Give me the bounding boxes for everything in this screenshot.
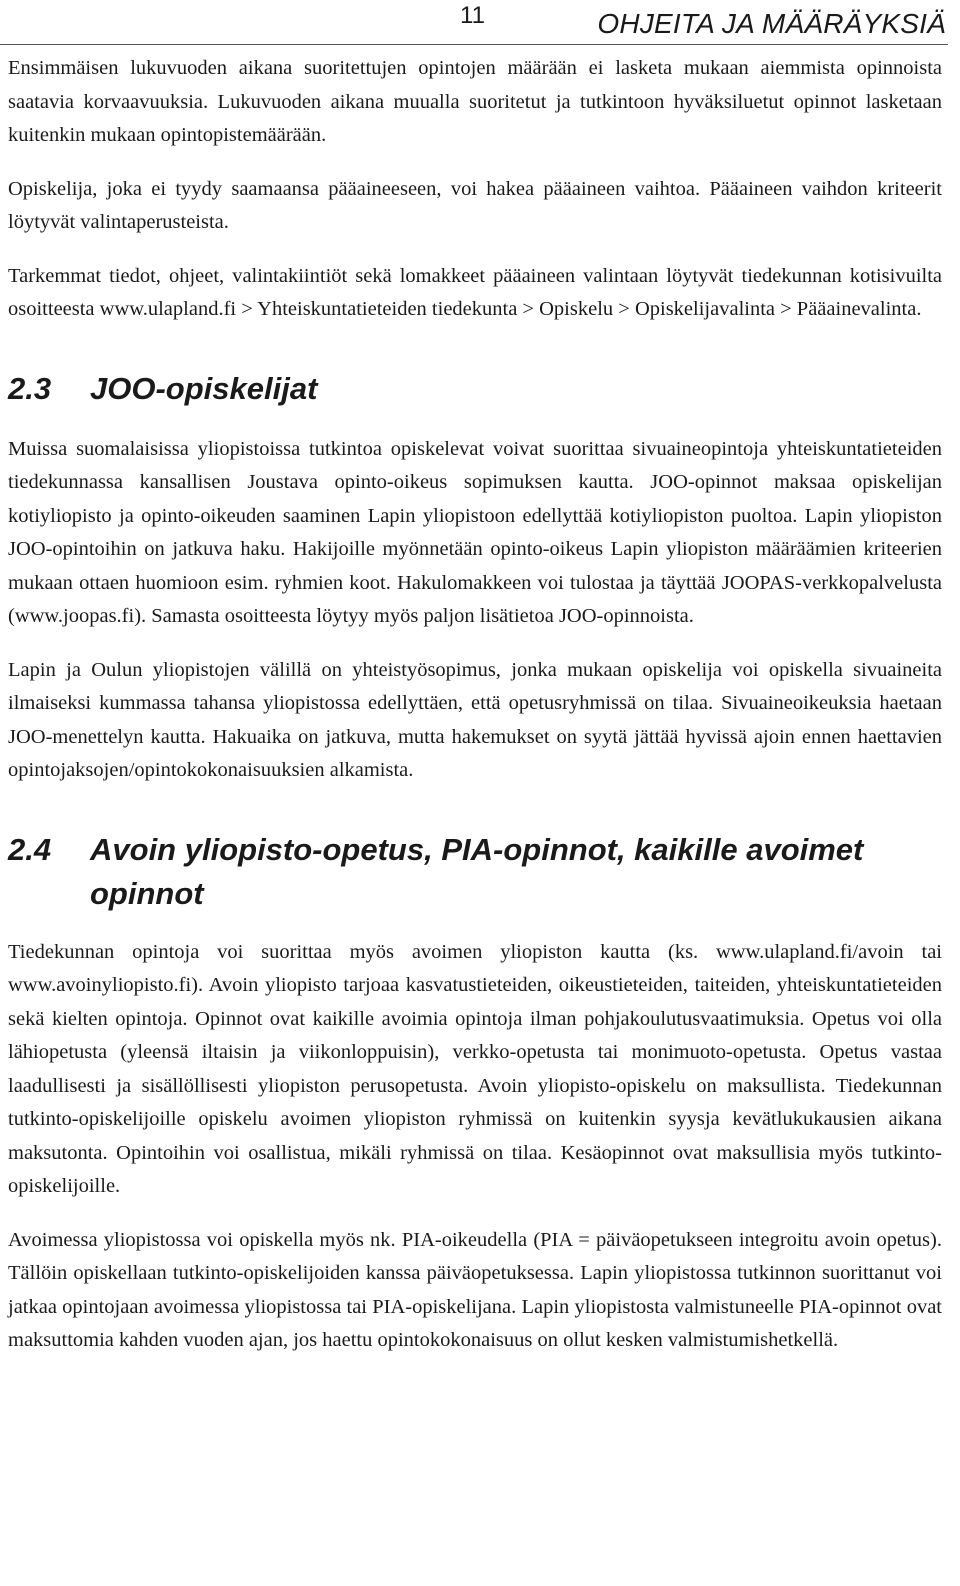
paragraph-lapland-oulu: Lapin ja Oulun yliopistojen välillä on yhteistyösopimus, jonka mukaan opiskelija voi opiskella sivuaineita ilmaiseksi kummassa tahansa yliopistossa edellyttäen, että opetusryhmissä on tilaa. Sivuaineoikeuksia haetaan JOO-menettelyn kautta. Hakuaika on jatkuva, mutta hakemukset on syytä jättää hyvissä ajoin ennen haettavien opintojaksojen/opintokokonaisuuksien alkamista.	[8, 658, 942, 781]
paragraph-more-info: Tarkemmat tiedot, ohjeet, valintakiintiöt sekä lomakkeet pääaineen valintaan löytyvät tiedekunnan kotisivuilta osoitteesta www.ulapland.fi > Yhteiskuntatieteiden tiedekunta > Opiskelu > Opiskelijavalinta > Pääainevalinta.	[8, 264, 942, 320]
paragraph-major-change: Opiskelija, joka ei tyydy saamaansa pääaineeseen, voi hakea pääaineen vaihtoa. Pääaineen vaihdon kriteerit löytyvät valintaperusteista.	[8, 177, 942, 233]
section-title: Avoin yliopisto-opetus, PIA-opinnot, kaikille avoimet opinnot	[90, 831, 864, 911]
paragraph-pia-studies: Avoimessa yliopistossa voi opiskella myös nk. PIA-oikeudella (PIA = päiväopetukseen integroitu avoin opetus). Tällöin opiskellaan tutkinto-opiskelijoiden kanssa päiväopetuksessa. Lapin yliopistossa tutkinnon suorittanut voi jatkaa opintojaan avoimessa yliopistossa tai PIA-opiskelijana. Lapin yliopistosta valmistuneelle PIA-opinnot ovat maksuttomia kahden vuoden ajan, jos haettu opintokokonaisuus on ollut kesken valmistumishetkellä.	[8, 1228, 942, 1351]
section-title: JOO-opiskelijat	[90, 370, 318, 406]
section-number: 2.3	[8, 370, 52, 406]
paragraph-credit-transfer: Ensimmäisen lukuvuoden aikana suoritettujen opintojen määrään ei lasketa mukaan aiemmista opinnoista saatavia korvaavuuksia. Lukuvuoden aikana muualla suoritetut ja tutkintoon hyväksiluetut opinnot lasketaan kuitenkin mukaan opintopistemäärään.	[8, 57, 942, 146]
running-title: OHJEITA JA MÄÄRÄYKSIÄ	[597, 8, 946, 39]
document-body	[8, 52, 942, 1358]
section-heading-2-3	[8, 367, 942, 411]
header-rule	[0, 44, 948, 45]
section-heading-2-4	[8, 828, 942, 916]
page-header	[0, 0, 960, 50]
section-number: 2.4	[8, 831, 52, 867]
paragraph-open-university: Tiedekunnan opintoja voi suorittaa myös avoimen yliopiston kautta (ks. www.ulapland.fi/avoin tai www.avoinyliopisto.fi). Avoin yliopisto tarjoaa kasvatustieteiden, oikeustieteiden, taiteiden, yhteiskuntatieteiden sekä kielten opintoja. Opinnot ovat kaikille avoimia opintoja ilman pohjakoulutusvaatimuksia. Opetus voi olla lähiopetusta (yleensä iltaisin ja viikonloppuisin), verkko-opetusta tai monimuoto-opetusta. Opetus vastaa laadullisesti ja sisällöllisesti yliopiston perusopetusta. Avoin yliopisto-opiskelu on maksullista. Tiedekunnan tutkinto-opiskelijoille opiskelu avoimen yliopiston ryhmissä on kuitenkin syysja kevätlukukausien aikana maksutonta. Opintoihin voi osallistua, mikäli ryhmissä on tilaa. Kesäopinnot ovat maksullisia myös tutkinto-opiskelijoille.	[8, 940, 942, 1197]
paragraph-joo-students: Muissa suomalaisissa yliopistoissa tutkintoa opiskelevat voivat suorittaa sivuaineopintoja yhteiskuntatieteiden tiedekunnassa kansallisen Joustava opinto-oikeus sopimuksen kautta. JOO-opinnot maksaa opiskelijan kotiyliopisto ja opinto-oikeuden saaminen Lapin yliopistoon edellyttää kotiyliopiston puoltoa. Lapin yliopiston JOO-opintoihin on jatkuva haku. Hakijoille myönnetään opinto-oikeus Lapin yliopiston määräämien kriteerien mukaan ottaen huomioon esim. ryhmien koot. Hakulomakkeen voi tulostaa ja täyttää JOOPAS-verkkopalvelusta (www.joopas.fi). Samasta osoitteesta löytyy myös paljon lisätietoa JOO-opinnoista.	[8, 437, 942, 627]
page-number: 11	[460, 2, 485, 29]
